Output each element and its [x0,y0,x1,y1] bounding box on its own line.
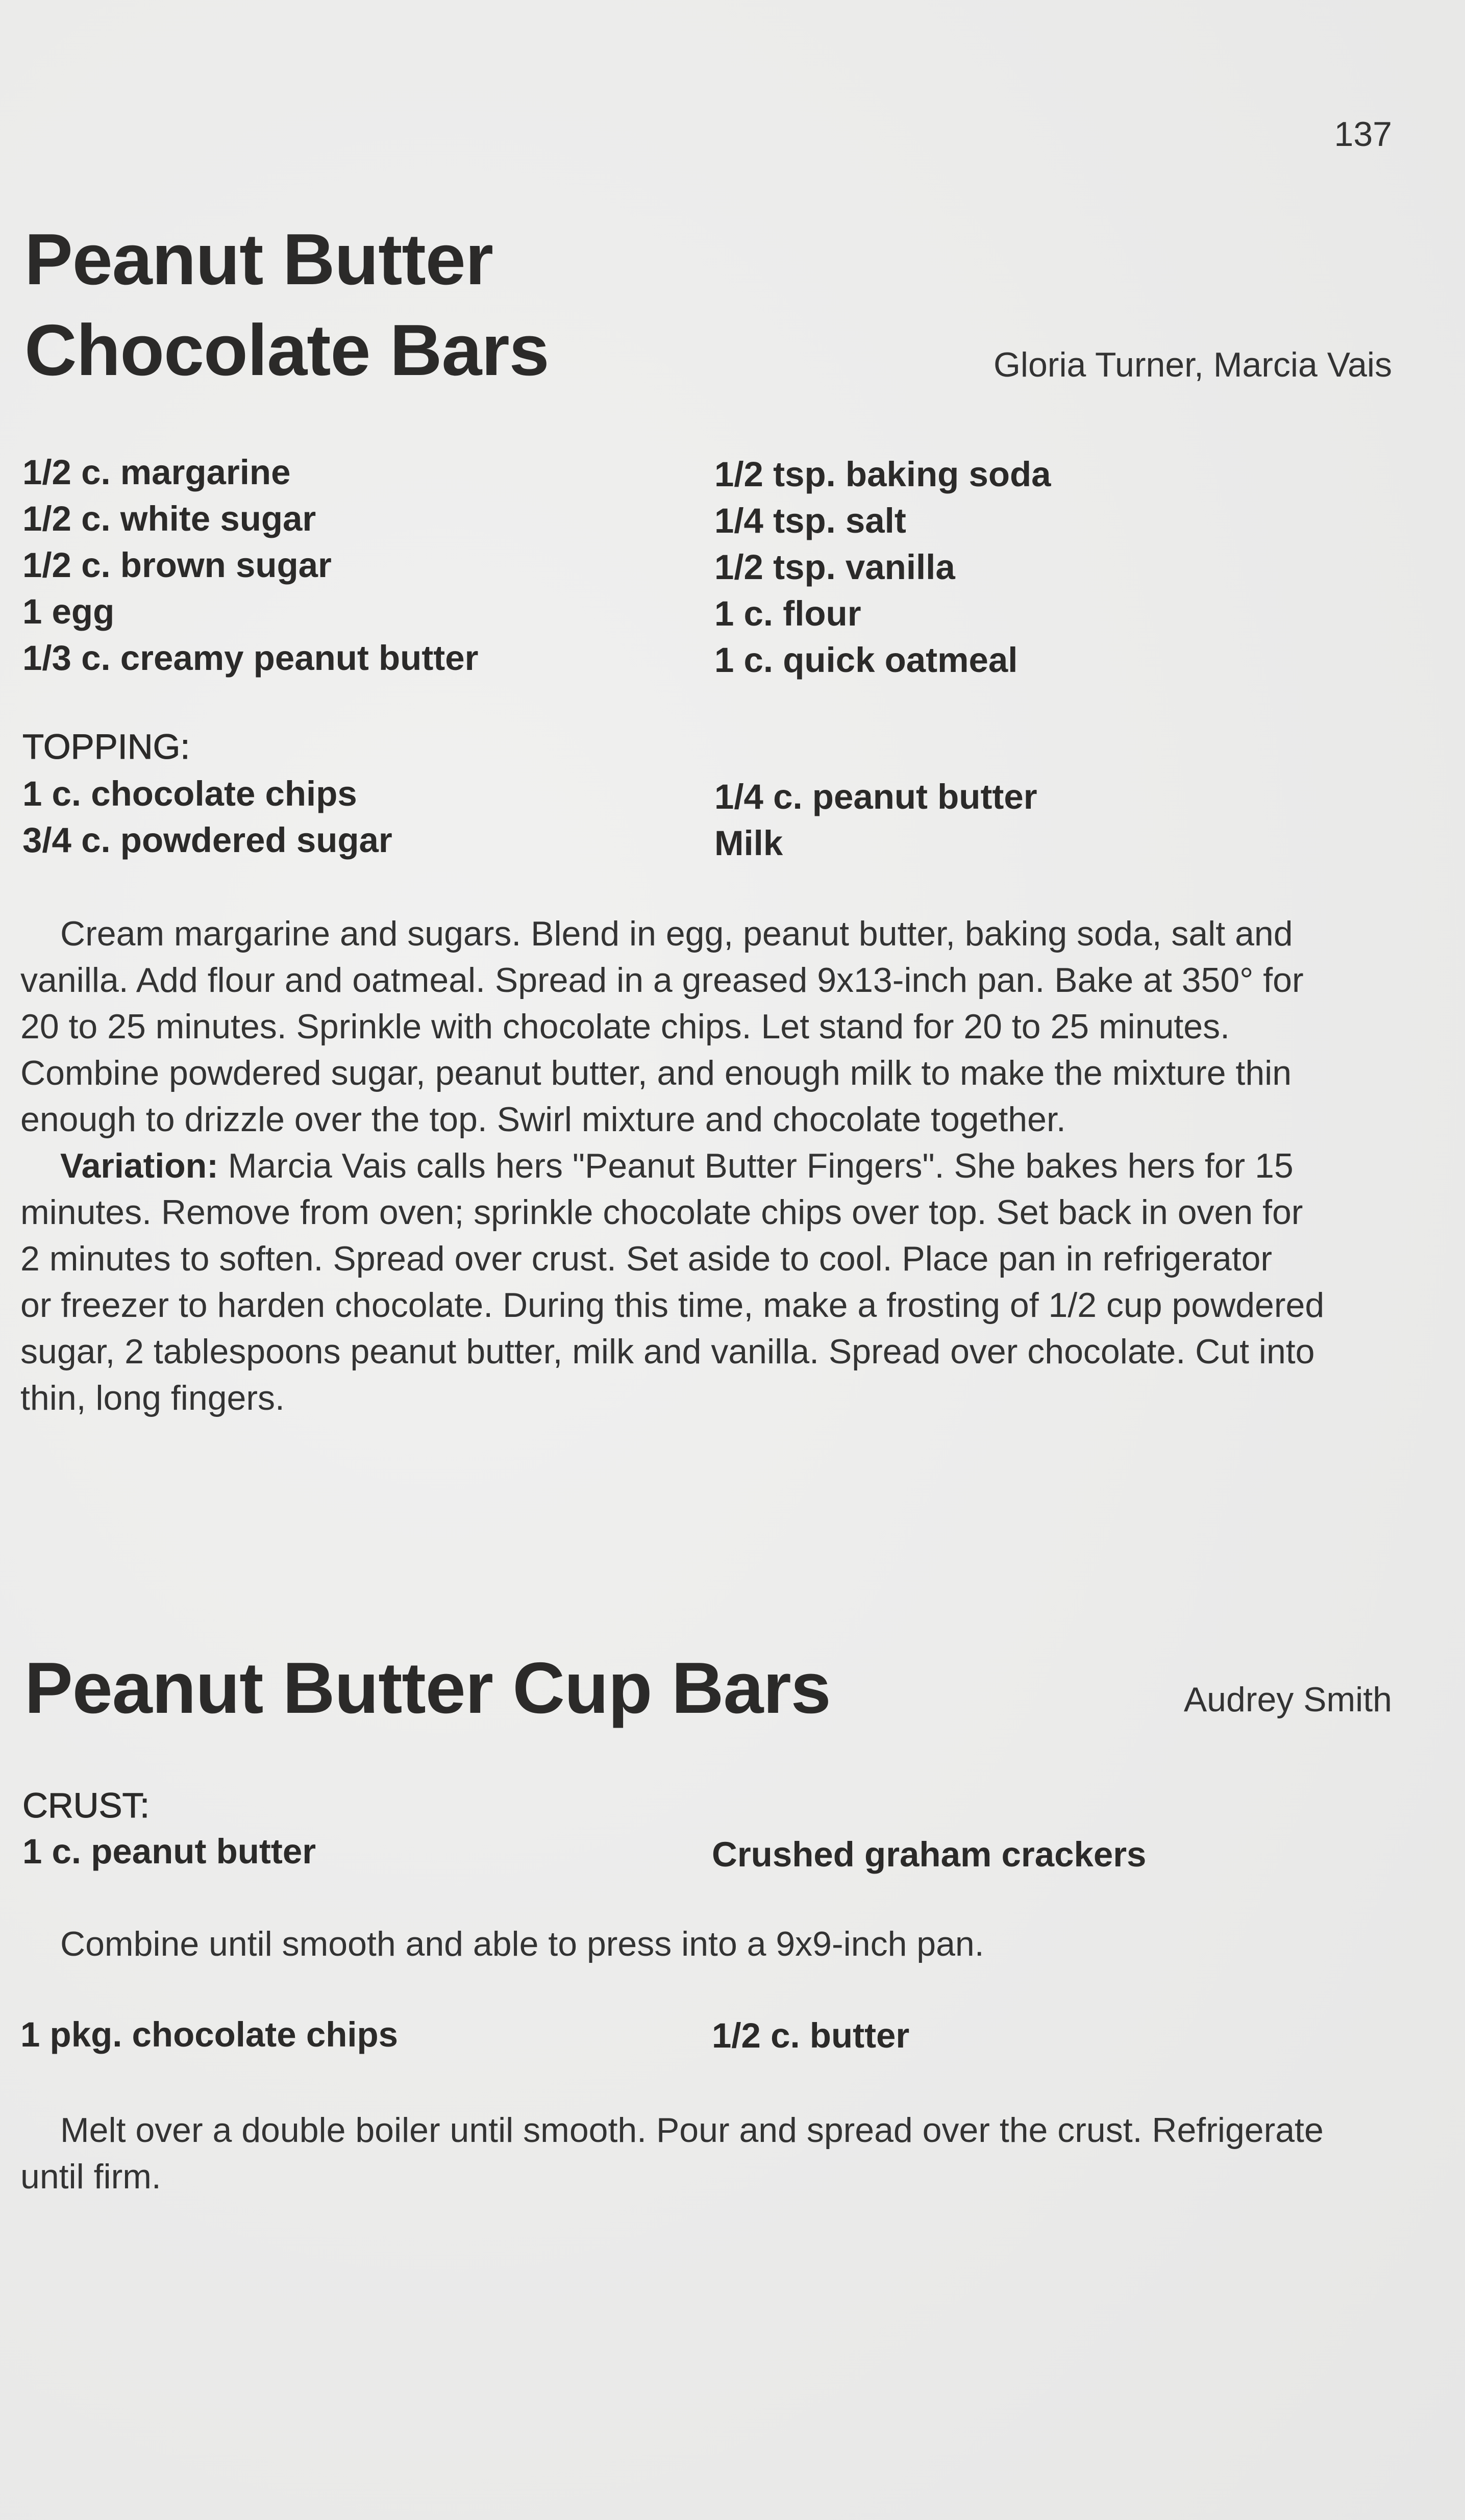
ingredient-item: 1/2 c. brown sugar [22,545,332,585]
variation-text-first-line: Marcia Vais calls hers "Peanut Butter Fingers". She bakes hers for 15 [218,1146,1294,1185]
text-line: or freezer to harden chocolate. During this time, make a frosting of 1/2 cup powdered [20,1286,1325,1325]
topping-item: Milk [714,824,783,863]
recipe-title-line-1: Peanut Butter [24,219,493,300]
ingredient-item: 1/4 tsp. salt [714,501,906,540]
instructions-paragraph [20,911,1393,1143]
ingredient-item: 1/2 c. white sugar [22,499,316,538]
text-line: Melt over a double boiler until smooth. Pour and spread over the crust. Refrigerate [60,2111,1324,2150]
ingredient-list-right [714,451,1051,683]
page-number: 137 [1334,115,1392,154]
text-line: Combine powdered sugar, peanut butter, and enough milk to make the mixture thin [20,1054,1292,1092]
recipe-author: Gloria Turner, Marcia Vais [993,345,1392,384]
crust-instructions: Combine until smooth and able to press into a 9x9-inch pan. [60,1925,984,1963]
text-line: vanilla. Add flour and oatmeal. Spread in a greased 9x13-inch pan. Bake at 350° for [20,961,1304,1000]
text-line: 20 to 25 minutes. Sprinkle with chocolate chips. Let stand for 20 to 25 minutes. [20,1007,1230,1046]
recipe-title-2: Peanut Butter Cup Bars [24,1648,831,1729]
recipe-title [24,214,549,396]
recipe-instructions [20,911,1393,1421]
ingredient-item: 1 egg [22,592,115,631]
topping-list-right [714,774,1037,866]
ingredient-item: 1/3 c. creamy peanut butter [22,638,479,678]
text-line: minutes. Remove from oven; sprinkle chocolate chips over top. Set back in oven for [20,1193,1303,1232]
crust-ingredient-left: 1 c. peanut butter [22,1832,316,1871]
ingredient-item: 1 c. flour [714,594,861,633]
topping-list-left [22,770,392,863]
topping-label: TOPPING: [22,727,190,766]
variation-paragraph [20,1143,1393,1421]
ingredient-item: 1/2 tsp. vanilla [714,547,955,587]
crust-ingredient-right: Crushed graham crackers [712,1835,1147,1874]
text-line: Cream margarine and sugars. Blend in egg, peanut butter, baking soda, salt and [60,914,1293,953]
filling-instructions [20,2107,1393,2200]
filling-ingredient-right: 1/2 c. butter [712,2016,910,2055]
topping-item: 1 c. chocolate chips [22,774,357,813]
ingredient-item: 1 c. quick oatmeal [714,640,1018,680]
text-line: thin, long fingers. [20,1379,285,1417]
text-line: until firm. [20,2157,161,2196]
recipe-title-line-2: Chocolate Bars [24,310,549,391]
topping-item: 3/4 c. powdered sugar [22,820,392,860]
crust-label: CRUST: [22,1786,150,1825]
text-line: sugar, 2 tablespoons peanut butter, milk and vanilla. Spread over chocolate. Cut into [20,1332,1315,1371]
recipe-author-2: Audrey Smith [1183,1680,1392,1719]
ingredient-list-left [22,449,479,681]
ingredient-item: 1/2 c. margarine [22,453,291,492]
ingredient-item: 1/2 tsp. baking soda [714,455,1051,494]
text-line: enough to drizzle over the top. Swirl mixture and chocolate together. [20,1100,1066,1139]
text-line: 2 minutes to soften. Spread over crust. Set aside to cool. Place pan in refrigerator [20,1239,1273,1278]
topping-item: 1/4 c. peanut butter [714,777,1037,816]
filling-ingredient-left: 1 pkg. chocolate chips [20,2015,399,2054]
variation-label: Variation: [60,1146,218,1185]
